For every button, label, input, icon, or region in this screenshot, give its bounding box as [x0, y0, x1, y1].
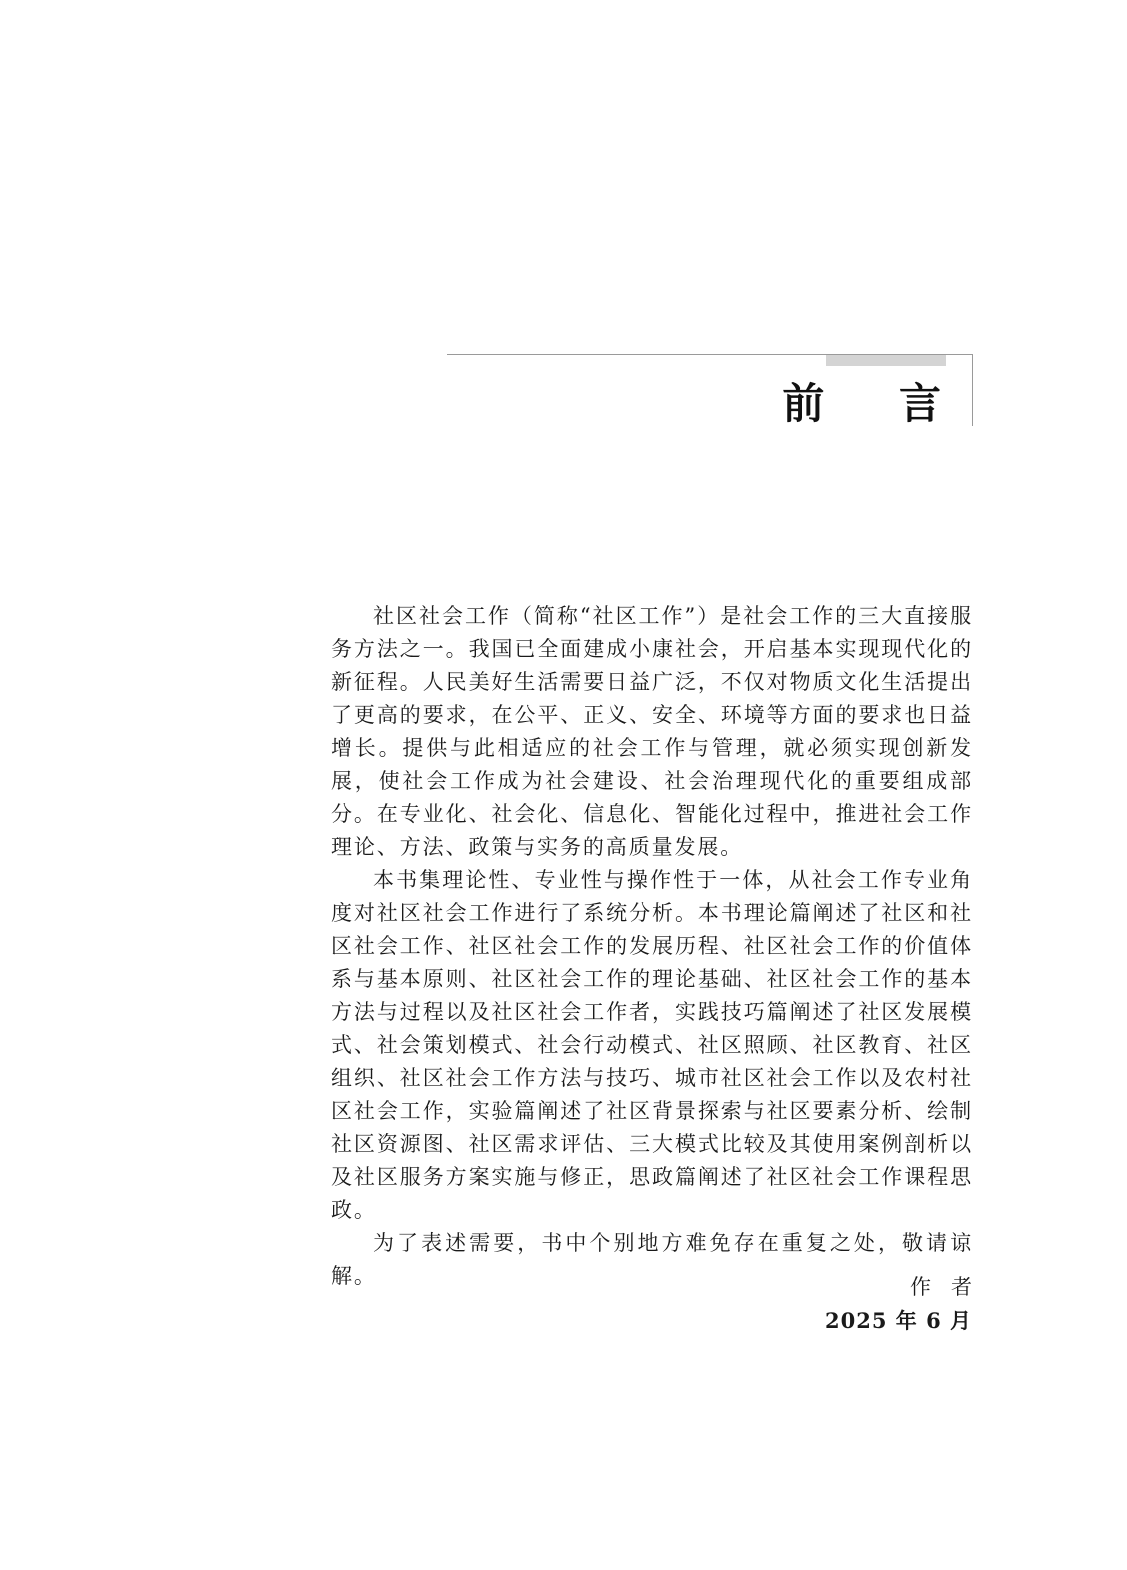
- signature-author: 作者: [910, 1275, 992, 1299]
- signature-block: [825, 1271, 992, 1337]
- paragraph-2: 本书集理论性、专业性与操作性于一体，从社会工作专业角度对社区社会工作进行了系统分析。本书理论篇阐述了社区和社区社会工作、社区社会工作的发展历程、社区社会工作的价值体系与基本原则、社区社会工作的理论基础、社区社会工作的基本方法与过程以及社区社会工作者，实践技巧篇阐述了社区发展模式、社会策划模式、社会行动模式、社区照顾、社区教育、社区组织、社区社会工作方法与技巧、城市社区社会工作以及农村社区社会工作，实验篇阐述了社区背景探索与社区要素分析、绘制社区资源图、社区需求评估、三大模式比较及其使用案例剖析以及社区服务方案实施与修正，思政篇阐述了社区社会工作课程思政。: [331, 868, 973, 1222]
- paragraph-3: 为了表述需要，书中个别地方难免存在重复之处，敬请谅解。: [331, 1231, 973, 1288]
- signature-date: 2025 年 6 月: [825, 1308, 972, 1333]
- header-accent-bar: [826, 355, 946, 366]
- preface-body: [331, 600, 973, 1293]
- header-vertical-rule: [972, 354, 973, 426]
- paragraph-1: 社区社会工作（简称“社区工作”）是社会工作的三大直接服务方法之一。我国已全面建成小康社会，开启基本实现现代化的新征程。人民美好生活需要日益广泛，不仅对物质文化生活提出了更高的要求，在公平、正义、安全、环境等方面的要求也日益增长。提供与此相适应的社会工作与管理，就必须实现创新发展，使社会工作成为社会建设、社会治理现代化的重要组成部分。在专业化、社会化、信息化、智能化过程中，推进社会工作理论、方法、政策与实务的高质量发展。: [331, 604, 973, 859]
- page-title: 前 言: [782, 379, 971, 428]
